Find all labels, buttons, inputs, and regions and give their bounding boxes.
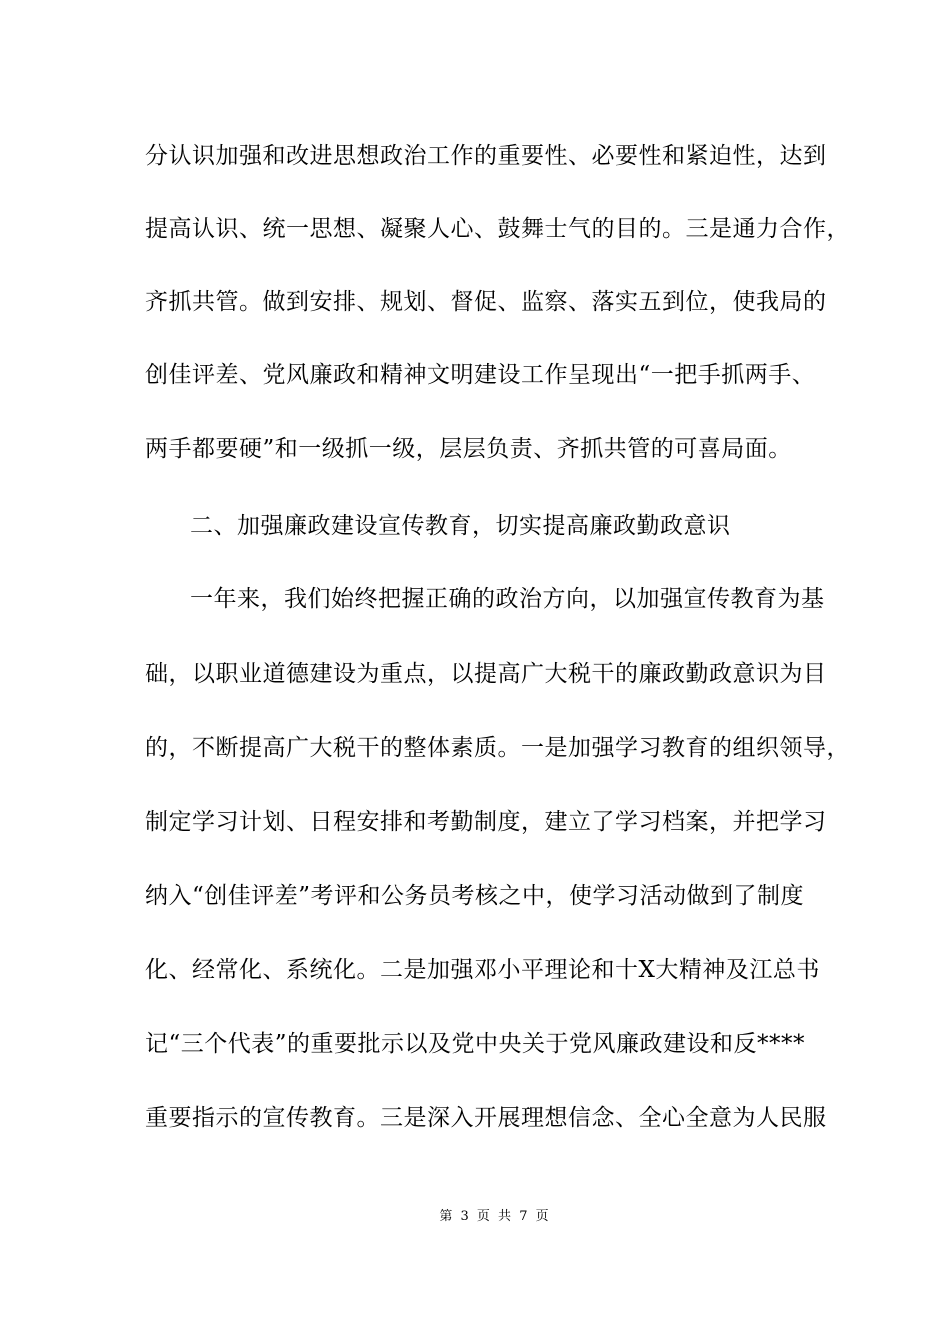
body-text-line: 分认识加强和改进思想政治工作的重要性、必要性和紧迫性，达到: [145, 143, 827, 169]
section-heading: 二、加强廉政建设宣传教育，切实提高廉政勤政意识: [190, 513, 731, 539]
page-footer: [0, 1208, 950, 1226]
page-number: 第 3 页 共 7 页: [439, 1209, 551, 1224]
body-text-line: 纳入“创佳评差”考评和公务员考核之中，使学习活动做到了制度: [145, 883, 805, 909]
body-text-line: 础，以职业道德建设为重点，以提高广大税干的廉政勤政意识为目: [145, 661, 827, 687]
body-text-line: 一年来，我们始终把握正确的政治方向，以加强宣传教育为基: [190, 586, 825, 612]
body-text-line: 制定学习计划、日程安排和考勤制度，建立了学习档案，并把学习: [145, 809, 827, 835]
body-text-line: 重要指示的宣传教育。三是深入开展理想信念、全心全意为人民服: [145, 1105, 827, 1131]
body-text-line: 的，不断提高广大税干的整体素质。一是加强学习教育的组织领导，: [145, 735, 850, 761]
body-text-line: 创佳评差、党风廉政和精神文明建设工作呈现出“一把手抓两手、: [145, 362, 816, 388]
body-text-line: 齐抓共管。做到安排、规划、督促、监察、落实五到位，使我局的: [145, 289, 827, 315]
body-text-line: 化、经常化、系统化。二是加强邓小平理论和十X大精神及江总书: [145, 957, 820, 983]
body-text-line: 两手都要硬”和一级抓一级，层层负责、齐抓共管的可喜局面。: [145, 436, 792, 462]
body-text-line: 提高认识、统一思想、凝聚人心、鼓舞士气的目的。三是通力合作，: [145, 216, 850, 242]
body-text-line: 记“三个代表”的重要批示以及党中央关于党风廉政建设和反****: [145, 1031, 806, 1057]
